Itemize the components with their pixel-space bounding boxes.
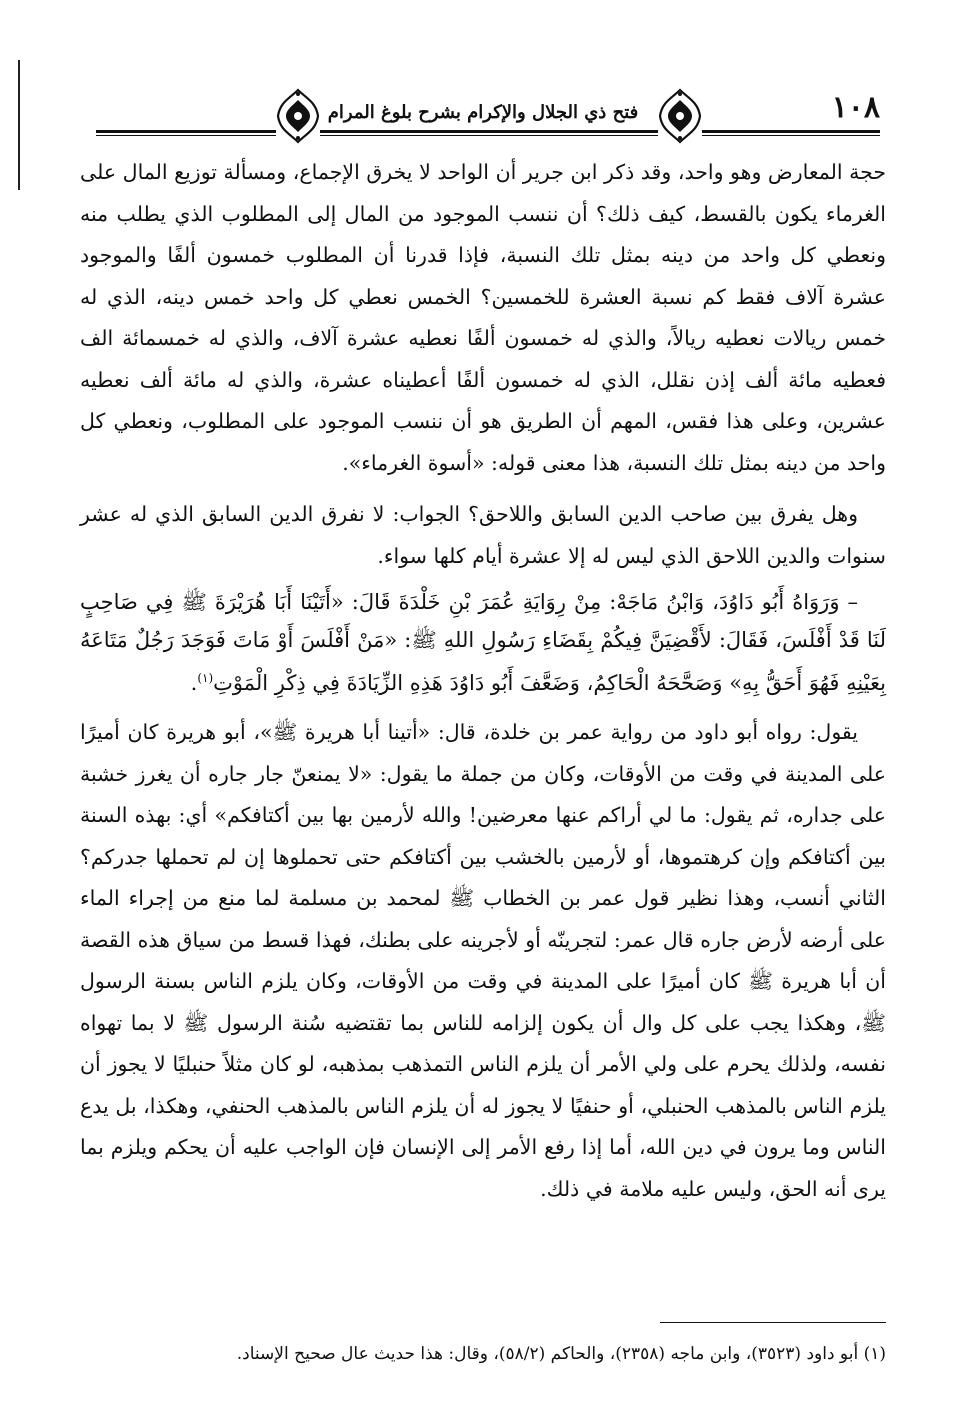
ornament-left-icon: [276, 88, 320, 144]
footnote: (١) أبو داود (٣٥٢٣)، وابن ماجه (٢٣٥٨)، والحاكم (٥٨/٢)، وقال: هذا حديث عال صحيح الإسناد.: [236, 1344, 886, 1364]
paragraph-1: حجة المعارض وهو واحد، وقد ذكر ابن جرير أن الواحد لا يخرق الإجماع، ومسألة توزيع المال على الغرماء يكون بالقسط، كيف ذلك؟ أن ننسب الموجود من المال إلى المطلوب الذي يطلب منه ونعطي كل واحد من دينه بمثل تلك النسبة، فإذا قدرنا أن المطلوب خمسون ألفًا والموجود عشرة آلاف فقط كم نسبة العشرة للخمسين؟ الخمس نعطي كل واحد خمس دينه، الذي له خمس ريالات نعطيه ريالاً، والذي له خمسون ألفًا نعطيه عشرة آلاف، والذي له خمسمائة الف فعطيه مائة ألف إذن نقلل، الذي له خمسون ألفًا أعطيناه عشرة، والذي له مائة ألف نعطيه عشرين، وعلى هذا فقس، المهم أن الطريق هو أن ننسب الموجود على المطلوب، ونعطي كل واحد من دينه بمثل تلك النسبة، هذا معنى قوله: «أسوة الغرماء».: [80, 160, 886, 475]
header-rule-thin: [96, 135, 880, 136]
main-text: [80, 152, 886, 1210]
footnote-marker: (١): [197, 671, 214, 685]
margin-line: [18, 60, 20, 190]
ornament-right-icon: [658, 88, 702, 144]
paragraph-3: يقول: رواه أبو داود من رواية عمر بن خلدة، قال: «أتينا أبا هريرة ﷺ»، أبو هريرة كان أميرًا على المدينة في وقت من الأوقات، وكان من جملة ما يقول: «لا يمنعنّ جار جاره أن يغرز خشبة على جداره، ثم يقول: ما لي أراكم عنها معرضين! والله لأرمين بها بين أكتافكم» أي: بهذه السنة بين أكتافكم وإن كرهتموها، أو لأرمين بالخشب بين أكتافكم حتى تحملوها إن لم تحملها جدركم؟ الثاني أنسب، وهذا نظير قول عمر بن الخطاب ﷺ لمحمد بن مسلمة لما منع من إجراء الماء على أرضه لأرض جاره قال عمر: لتجرينّه أو لأجرينه على بطنك، فهذا قسط من سياق هذه القصة أن أبا هريرة ﷺ كان أميرًا على المدينة في وقت من الأوقات، وكان يلزم الناس بسنة الرسول ﷺ، وهكذا يجب على كل وال أن يكون إلزامه للناس بما تقتضيه سُنة الرسول ﷺ لا بما تهواه نفسه، ولذلك يحرم على ولي الأمر أن يلزم الناس التمذهب بمذهبه، لو كان مثلاً حنبليًا لا يجوز أن يلزم الناس بالمذهب الحنبلي، أو حنفيًا لا يجوز له أن يلزم الناس بالمذهب الحنفي، وهكذا، بل يدع الناس وما يرون في دين الله، أما إذا رفع الأمر إلى الإنسان فإن الواجب عليه أن يحكم ويلزم بما يرى أنه الحق، وليس عليه ملامة في ذلك.: [80, 720, 886, 1201]
page-header: [96, 88, 880, 148]
footnote-separator: [660, 1322, 886, 1323]
running-title: فتح ذي الجلال والإكرام بشرح بلوغ المرام: [322, 102, 644, 123]
hadith-body: – وَرَوَاهُ أَبُو دَاوُدَ، وَابْنُ مَاجَهْ: مِنْ رِوَايَةِ عُمَرَ بْنِ خَلْدَةَ قَالَ: «أَتَيْنَا أَبَا هُرَيْرَةَ ﷺ فِي صَاحِبٍ لَنَا قَدْ أَفْلَسَ، فَقَالَ: لأَقْضِيَنَّ فِيكُمْ بِقَضَاءِ رَسُولِ اللهِ ﷺ: «مَنْ أَفْلَسَ أَوْ مَاتَ فَوَجَدَ رَجُلٌ مَتَاعَهُ بِعَيْنِهِ فَهُوَ أَحَقُّ بِهِ» وَصَحَّحَهُ الْحَاكِمُ، وَضَعَّفَ أَبُو دَاوُدَ هَذِهِ الزِّيَادَةَ فِي ذِكْرِ الْمَوْتِ: [80, 590, 886, 695]
hadith-text: – وَرَوَاهُ أَبُو دَاوُدَ، وَابْنُ مَاجَهْ: مِنْ رِوَايَةِ عُمَرَ بْنِ خَلْدَةَ قَالَ: «أَتَيْنَا أَبَا هُرَيْرَةَ ﷺ فِي صَاحِبٍ لَنَا قَدْ أَفْلَسَ، فَقَالَ: لأَقْضِيَنَّ فِيكُمْ بِقَضَاءِ رَسُولِ اللهِ ﷺ: «مَنْ أَفْلَسَ أَوْ مَاتَ فَوَجَدَ رَجُلٌ مَتَاعَهُ بِعَيْنِهِ فَهُوَ أَحَقُّ بِهِ» وَصَحَّحَهُ الْحَاكِمُ، وَضَعَّفَ أَبُو دَاوُدَ هَذِهِ الزِّيَادَةَ فِي ذِكْرِ الْمَوْتِ$^{(١)}$.: [80, 590, 886, 695]
header-rule: [96, 130, 880, 133]
page-number: ١٠٨: [831, 90, 880, 125]
paragraph-2: وهل يفرق بين صاحب الدين السابق واللاحق؟ الجواب: لا نفرق الدين السابق الذي له عشر سنوات والدين اللاحق الذي ليس له إلا عشرة أيام كلها سواء.: [80, 502, 886, 568]
